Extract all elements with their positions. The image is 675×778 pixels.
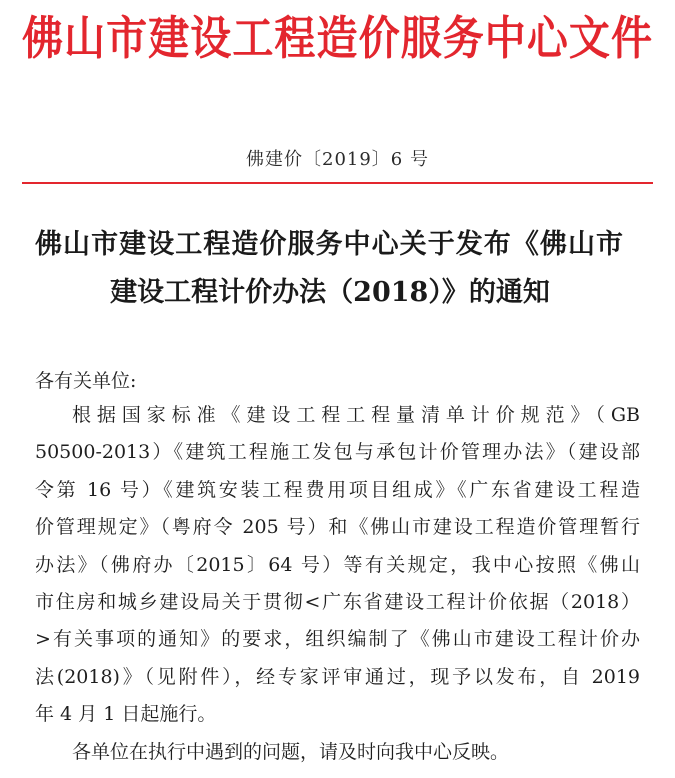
notice-body [35, 397, 640, 771]
body-line: 市住房和城乡建设局关于贯彻<广东省建设工程计价依据（2018） [35, 591, 640, 614]
document-number: 佛建价〔2019〕6 号 [246, 149, 429, 170]
salutation: 各有关单位: [35, 370, 137, 392]
body-line: 价管理规定》（粤府令 205 号）和《佛山市建设工程造价管理暂行 [35, 516, 640, 539]
body-line: 年 4 月 1 日起施行。 [35, 703, 217, 726]
body-line: 办法》（佛府办〔2015〕64 号）等有关规定，我中心按照《佛山 [35, 553, 640, 576]
body-line: 令第 16 号）《建筑安装工程费用项目组成》《广东省建设工程造 [35, 478, 640, 501]
header-divider-red-line [22, 182, 653, 184]
notice-title-line-1: 佛山市建设工程造价服务中心关于发布《佛山市 [35, 229, 623, 260]
body-line: 法(2018)》（见附件），经专家评审通过，现予以发布，自 2019 [35, 665, 640, 688]
body-line: 50500-2013）《建筑工程施工发包与承包计价管理办法》（建设部 [35, 441, 640, 464]
body-line: >有关事项的通知》的要求，组织编制了《佛山市建设工程计价办 [35, 628, 640, 651]
notice-title-line-2: 建设工程计价办法（2018）》的通知 [110, 277, 550, 308]
closing-paragraph: 各单位在执行中遇到的问题，请及时向我中心反映。 [72, 740, 510, 763]
body-line: 根据国家标准《建设工程工程量清单计价规范》（GB [72, 404, 640, 426]
document-header-title: 佛山市建设工程造价服务中心文件 [22, 11, 652, 66]
